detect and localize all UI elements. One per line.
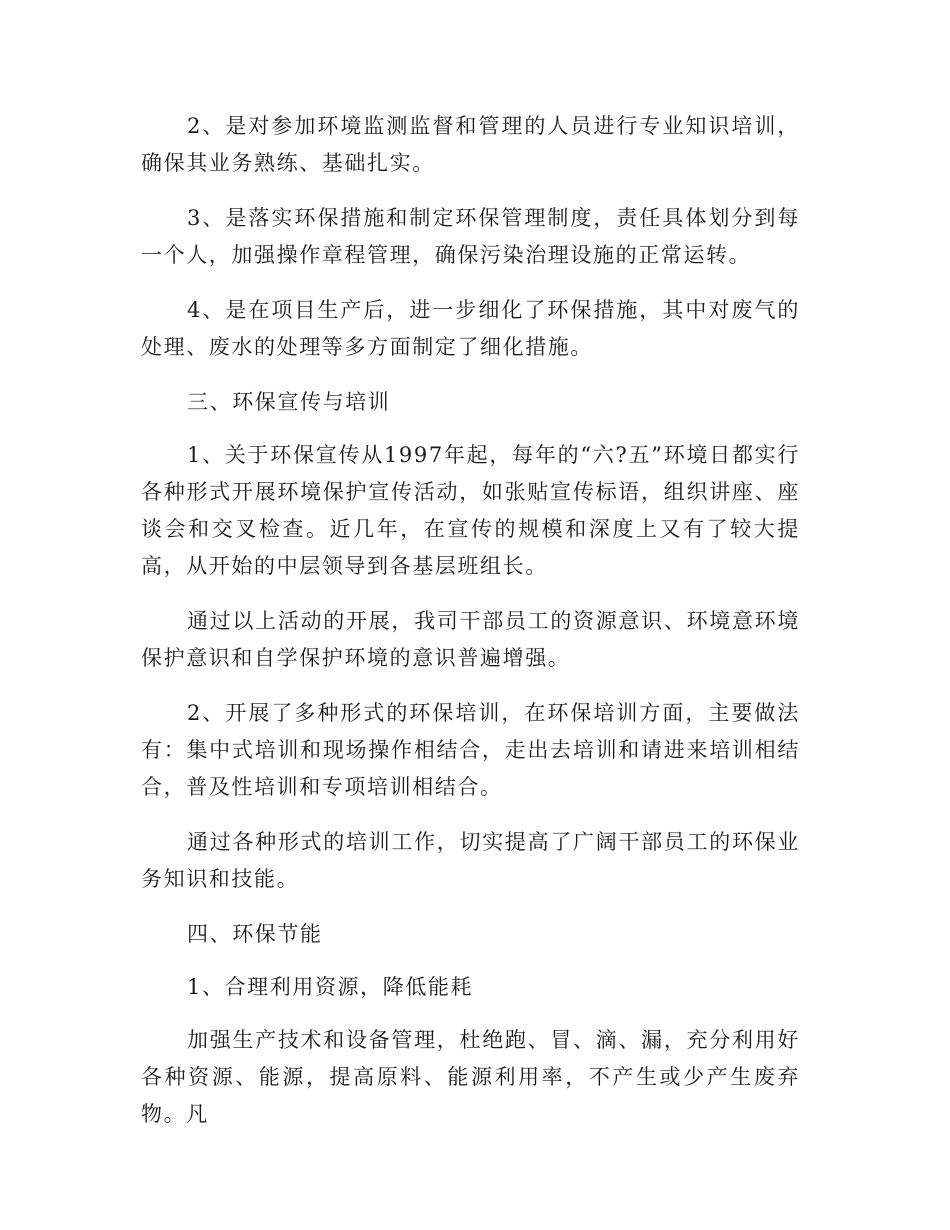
section-heading-4: 四、环保节能 — [187, 922, 323, 946]
paragraph-2: 3、是落实环保措施和制定环保管理制度，责任具体划分到每一个人，加强操作章程管理，确保污染治理设施的正常运转。 — [141, 206, 800, 267]
section-heading-3: 三、环保宣传与培训 — [187, 390, 391, 414]
paragraph-8: 加强生产技术和设备管理，杜绝跑、冒、滴、漏，充分利用好各种资源、能源，提高原料、能源利用率，不产生或少产生废弃物。凡 — [141, 1028, 800, 1126]
paragraph-1: 2、是对参加环境监测监督和管理的人员进行专业知识培训，确保其业务熟练、基础扎实。 — [141, 114, 800, 175]
paragraph-3: 4、是在项目生产后，进一步细化了环保措施，其中对废气的处理、废水的处理等多方面制定了细化措施。 — [141, 298, 800, 359]
paragraph-5: 通过以上活动的开展，我司干部员工的资源意识、环境意环境保护意识和自学保护环境的意识普遍增强。 — [141, 609, 800, 670]
paragraph-7: 通过各种形式的培训工作，切实提高了广阔干部员工的环保业务知识和技能。 — [141, 830, 800, 891]
paragraph-6: 2、开展了多种形式的环保培训，在环保培训方面，主要做法有：集中式培训和现场操作相结合，走出去培训和请进来培训相结合，普及性培训和专项培训相结合。 — [141, 701, 800, 799]
subheading-1: 1、合理利用资源，降低能耗 — [187, 975, 474, 999]
paragraph-4: 1、关于环保宣传从1997年起，每年的“六?五”环境日都实行各种形式开展环境保护宣传活动，如张贴宣传标语，组织讲座、座谈会和交叉检查。近几年，在宣传的规模和深度上又有了较大提高，从开始的中层领导到各基层班组长。 — [141, 443, 800, 578]
